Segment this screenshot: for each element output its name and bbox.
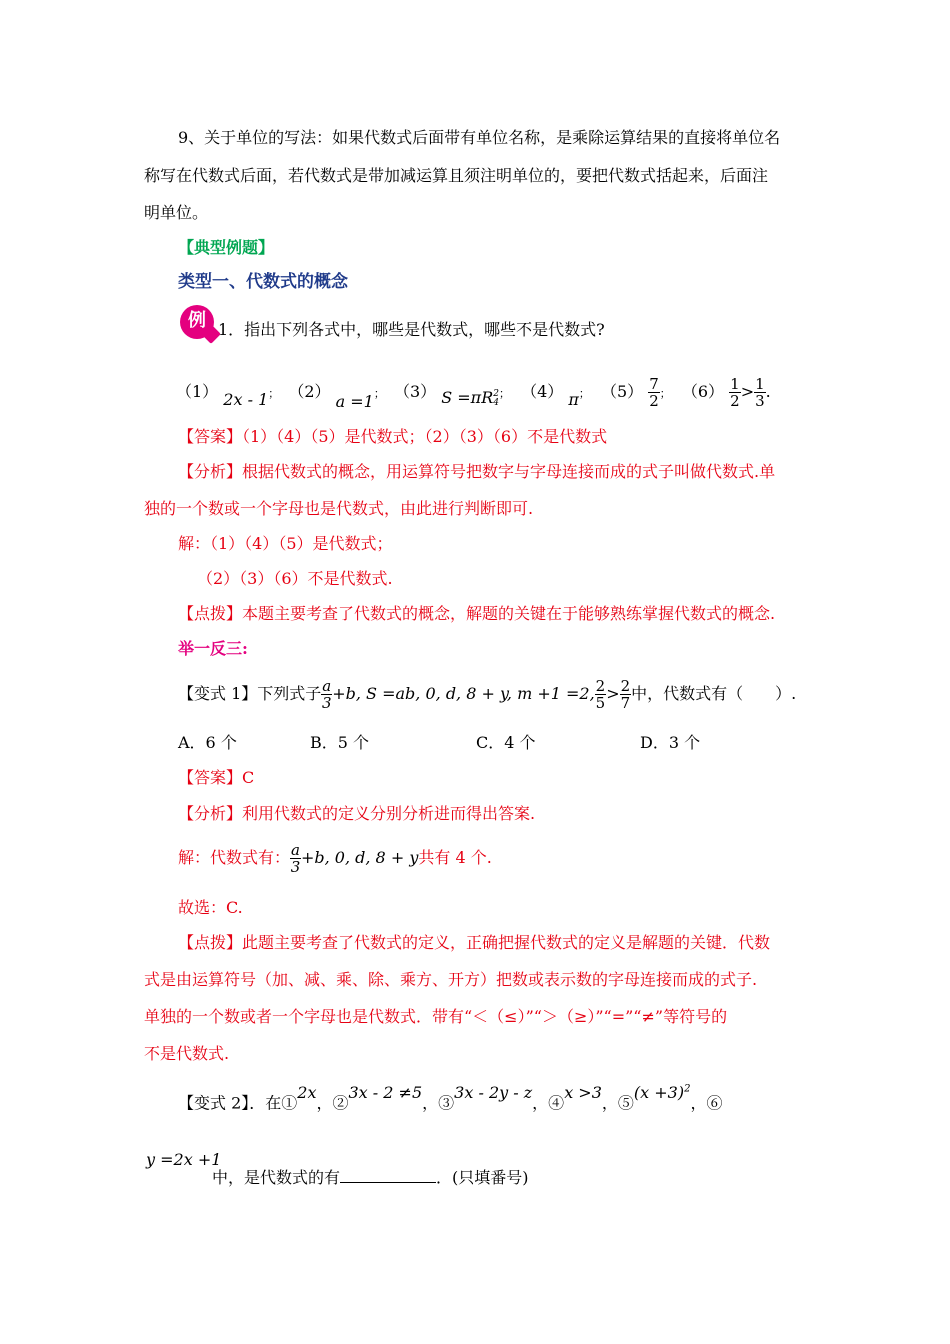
item-label-6: （6）: [681, 382, 725, 401]
item-expr-3-base: S =πR: [441, 388, 494, 407]
variant1-prefix: 【变式 1】下列式子: [178, 684, 322, 703]
item-label-1: （1）: [176, 382, 219, 401]
example-badge-icon: 例: [180, 305, 214, 339]
variant2-prefix: 【变式 2】．在①: [178, 1093, 298, 1113]
variant1-frac-b-num: 2: [595, 677, 606, 695]
variant1-frac-a-den: 3: [321, 694, 332, 712]
variant1-sol-frac: [290, 842, 301, 875]
variant1-tip-4: 不是代数式.: [144, 1044, 230, 1063]
example1-tip: 【点拨】本题主要考查了代数式的概念，解题的关键在于能够熟练掌握代数式的概念.: [178, 604, 776, 623]
variant1-mid: +b, S =ab, 0, d, 8 + y, m +1 =2,: [332, 684, 595, 703]
variant1-frac-c-num: 2: [620, 677, 631, 695]
section-heading: 【典型例题】: [178, 238, 275, 257]
variant1-tip-3: 单独的一个数或者一个字母也是代数式．带有“＜（≤）”“＞（≥）”“=”“≠”等符号的: [144, 1007, 728, 1026]
example1-solution-1: 解：（1）（4）（5）是代数式；: [178, 534, 393, 553]
variant1-sol-frac-den: 3: [290, 858, 301, 876]
item-frac-5: [648, 376, 660, 409]
item-frac-5-den: 2: [649, 392, 659, 410]
item-sep-2: ；: [373, 387, 385, 400]
variant2-expr-4: x >3: [564, 1083, 602, 1103]
intro-line-3: 明单位。: [144, 203, 209, 222]
variant1-option-b: B．5 个: [310, 733, 370, 752]
variant1-analysis: 【分析】利用代数式的定义分别分析进而得出答案.: [178, 804, 536, 823]
variant2-question: [178, 1080, 722, 1123]
item-expr-2: a =1: [335, 392, 374, 411]
variant2-expr-6: y =2x +1: [146, 1150, 222, 1169]
item-expr-3-sup: 2: [493, 388, 499, 399]
item-frac-6a-den: 2: [730, 392, 740, 410]
item-expr-3-sub: 4: [493, 397, 499, 408]
variant1-sol-frac-num: a: [291, 841, 300, 859]
variant1-gt: >: [606, 684, 620, 703]
item-sep-3: ；: [498, 387, 510, 400]
variant2-expr-5-sup: 2: [684, 1084, 691, 1095]
item-label-3: （3）: [393, 382, 437, 401]
example1-question: 1．指出下列各式中，哪些是代数式，哪些不是代数式?: [218, 320, 605, 339]
variant2-expr-1: 2x: [297, 1083, 317, 1103]
variant1-frac-a-num: a: [322, 677, 332, 695]
variant2-sep-4: ，⑤: [601, 1093, 634, 1113]
item-sep-6: .: [765, 382, 771, 401]
type-heading: 类型一、代数式的概念: [178, 272, 348, 292]
variant1-option-a: A．6 个: [178, 733, 237, 752]
variant1-tip-2: 式是由运算符号（加、减、乘、除、乘方、开方）把数或表示数的字母连接而成的式子.: [144, 970, 758, 989]
practice-heading: 举一反三:: [178, 639, 248, 658]
variant2-expr-5: [634, 1083, 691, 1102]
variant2-sep-5: ，⑥: [690, 1093, 723, 1113]
item-frac-6a: [729, 376, 741, 409]
variant1-solution: [178, 838, 492, 878]
variant1-question: [178, 672, 796, 716]
variant2-tail: [212, 1166, 529, 1188]
item-frac-6b-num: 1: [755, 375, 765, 393]
variant1-frac-a: [321, 678, 332, 711]
item-frac-6b: [754, 376, 766, 409]
example1-answer: 【答案】（1）（4）（5）是代数式；（2）（3）（6）不是代数式: [178, 427, 608, 446]
intro-line-2: 称写在代数式后面，若代数式是带加减运算且须注明单位的，要把代数式括起来，后面注: [144, 166, 769, 185]
variant1-frac-b-den: 5: [595, 694, 606, 712]
variant2-sep-2: ，③: [422, 1093, 455, 1113]
intro-line-1: 9、关于单位的写法：如果代数式后面带有单位名称，是乘除运算结果的直接将单位名: [178, 128, 781, 147]
item-sep-1: ；: [268, 387, 280, 400]
item-sep-5: ；: [659, 387, 671, 400]
item-frac-6a-num: 1: [730, 375, 740, 393]
item-expr-4: π: [568, 390, 579, 409]
example1-analysis-2: 独的一个数或一个字母也是代数式，由此进行判断即可.: [144, 499, 534, 518]
variant2-tail-text: 中，是代数式的有: [212, 1168, 341, 1187]
example1-solution-2: （2）（3）（6）不是代数式.: [197, 569, 393, 588]
item-expr-1: 2x - 1: [223, 390, 269, 409]
item-op-6: >: [740, 382, 755, 401]
variant2-tail-note: ．(只填番号): [436, 1168, 529, 1187]
item-sep-4: ；: [578, 387, 590, 400]
variant1-frac-c: [620, 678, 632, 711]
example1-analysis-1: 【分析】根据代数式的概念，用运算符号把数字与字母连接而成的式子叫做代数式.单: [178, 462, 776, 481]
item-label-4: （4）: [521, 382, 564, 401]
item-label-2: （2）: [288, 382, 331, 401]
variant2-sep-3: ，④: [532, 1093, 565, 1113]
variant1-frac-c-den: 7: [620, 694, 631, 712]
variant2-expr-2: 3x - 2 ≠5: [348, 1083, 423, 1103]
variant2-expr-5-base: (x +3): [633, 1083, 685, 1103]
variant1-option-d: D．3 个: [640, 733, 701, 752]
variant2-sep-1: ，②: [316, 1093, 349, 1113]
variant1-sol-expr: +b, 0, d, 8 + y: [300, 848, 419, 867]
item-frac-5-num: 7: [649, 375, 659, 393]
variant1-answer: 【答案】C: [178, 768, 255, 787]
answer-blank[interactable]: [340, 1166, 436, 1183]
variant1-suffix: 中，代数式有（ ）.: [631, 684, 797, 703]
variant1-option-c: C．4 个: [476, 733, 536, 752]
variant1-tip-1: 【点拨】此题主要考查了代数式的定义，正确把握代数式的定义是解题的关键．代数: [178, 933, 771, 952]
variant1-frac-b: [595, 678, 607, 711]
item-label-5: （5）: [600, 382, 644, 401]
variant1-sol-suffix: 共有 4 个.: [418, 848, 492, 867]
item-frac-6b-den: 3: [755, 392, 765, 410]
item-expr-3: [441, 388, 499, 407]
variant1-sol-prefix: 解：代数式有：: [178, 848, 291, 867]
variant2-expr-3: 3x - 2y - z: [454, 1083, 533, 1103]
variant1-choose: 故选：C.: [178, 898, 243, 917]
example1-items: [176, 376, 771, 409]
